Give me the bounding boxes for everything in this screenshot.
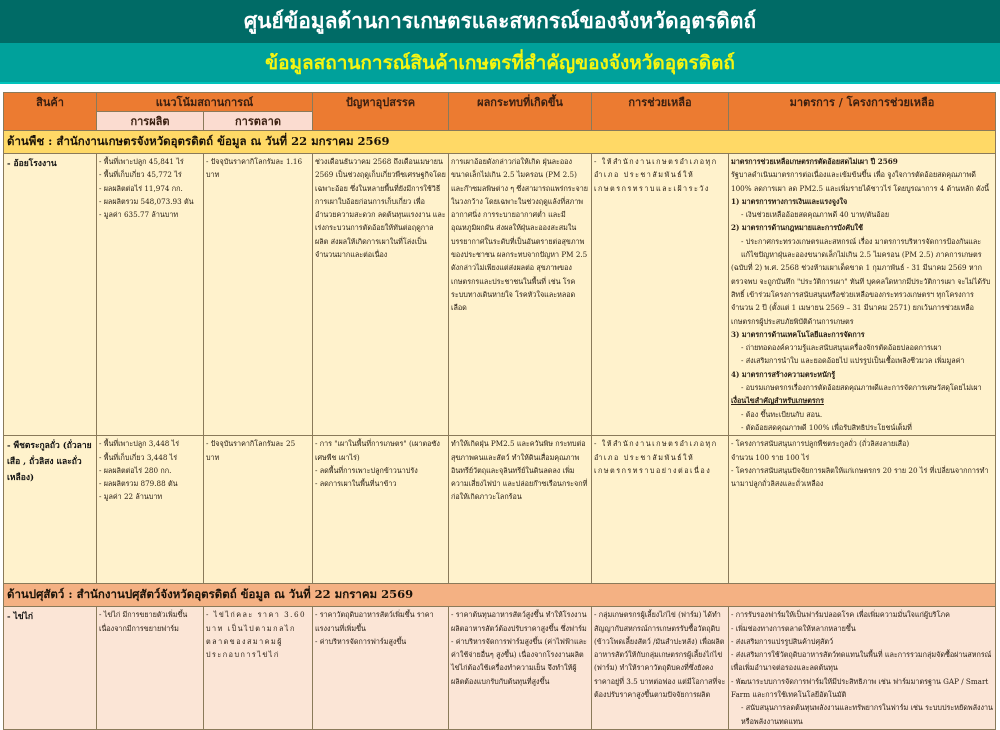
impact-line: - ค่าบริหารจัดการฟาร์มสูงขึ้น (ค่าไฟฟ้าและค่าใช้จ่ายอื่นๆ สูงขึ้น) เนื่องจากโรงงานผลิตไข่ไก่ต้องใช้เครื่องทำความเย็น จึงทำให้ผู้ผลิตต้องแบกรับกับต้นทุนที่สูงขึ้น <box>451 636 587 686</box>
production-line: - ผลผลิตรวม 548,073.93 ตัน <box>99 196 194 206</box>
measure-line: - เงินช่วยเหลืออ้อยสดคุณภาพดี 40 บาท/ตันอ้อย <box>741 210 890 220</box>
production-trend <box>97 607 204 730</box>
site-title-banner: ศูนย์ข้อมูลด้านการเกษตรและสหกรณ์ของจังหวัดอุตรดิตถ์ <box>0 0 1000 43</box>
marketing-trend <box>204 436 313 584</box>
measure-line: - พัฒนาระบบการจัดการฟาร์มให้มีประสิทธิภาพ เช่น ฟาร์มมาตรฐาน GAP / Smart Farm และการใช้เทคโนโลยีอัตโนมัติ <box>731 676 989 700</box>
product-name: - พืชตระกูลถั่ว (ถั่วลายเสือ , ถั่วลิสง และถั่วเหลือง) <box>4 436 97 584</box>
col-header-problems: ปัญหาอุปสรรค <box>313 93 449 131</box>
impact-cell <box>449 607 592 730</box>
table-row-legumes <box>4 436 996 584</box>
measure-line: - ส่งเสริมการใช้วัตถุดิบอาหารสัตว์ทดแทนในพื้นที่ และการรวมกลุ่มจัดซื้อผ่านสหกรณ์ เพื่อเพิ่มอำนาจต่อรองและลดต้นทุน <box>731 650 992 673</box>
problem-line: - ค่าบริหารจัดการฟาร์มสูงขึ้น <box>315 636 407 646</box>
col-header-product: สินค้า <box>4 93 97 131</box>
problems-cell <box>313 436 449 584</box>
agri-situation-table <box>3 92 996 730</box>
production-line: - ผลผลิตต่อไร่ 11,974 กก. <box>99 183 183 193</box>
measure-line: จำนวน 100 ราย 100 ไร่ <box>731 452 810 462</box>
impact-cell: การเผาอ้อยดังกล่าวก่อให้เกิด ฝุ่นละอองขนาดเล็กไม่เกิน 2.5 ไมครอน (PM 2.5) และก๊าซมลพิษต่าง ๆ ซึ่งสามารถแพร่กระจายในวงกว้าง โดยเฉพาะในช่วงฤดูแล้งที่สภาพอากาศนิ่ง การระบายอากาศต่ำ และมีอุณหภูมิผกผัน ส่งผลให้ฝุ่นละอองสะสมในบรรยากาศในระดับที่เป็นอันตรายต่อสุขภาพของประชาชน ผลกระทบจากปัญหา PM 2.5 ดังกล่าวไม่เพียงแต่ส่งผลต่อ สุขภาพของเกษตรกรและประชาชนในพื้นที่ เช่น โรคระบบทางเดินหายใจ โรคหัวใจและหลอดเลือด <box>449 154 592 436</box>
measure-line: - โครงการสนับสนุนปัจจัยการผลิตให้แก่เกษตรกร 20 ราย 20 ไร่ ที่เปลี่ยนจากการทำนามาปลูกถั่วลิสงและถั่วเหลือง <box>731 465 989 489</box>
page-subtitle-banner: ข้อมูลสถานการณ์สินค้าเกษตรที่สำคัญของจังหวัดอุตรดิตถ์ <box>0 43 1000 84</box>
production-line: - ผลผลิตต่อไร่ 280 กก. <box>99 465 172 475</box>
production-line: - ผลผลิตรวม 879.88 ตัน <box>99 479 178 489</box>
measure-line: มาตรการช่วยเหลือเกษตรกรตัดอ้อยสดไม่เผา ปี 2569 <box>731 157 898 166</box>
problem-line: - ลดพื้นที่การเพาะปลูกข้าวนาปรัง <box>315 465 418 475</box>
impact-cell: ทำให้เกิดฝุ่น PM2.5 และควันพิษ กระทบต่อสุขภาพคนและสัตว์ ทำให้ดินเสื่อมคุณภาพ อินทรีย์วัตถุและจุลินทรีย์ในดินลดลง เพิ่มความเสี่ยงไฟป่า และปล่อยก๊าซเรือนกระจกที่ก่อให้เกิดภาวะโลกร้อน <box>449 436 592 584</box>
impact-line: - ราคาต้นทุนอาหารสัตว์สูงขึ้น ทำให้โรงงานผลิตอาหารสัตว์ต้องปรับราคาสูงขึ้น ซึ่งฟาร์ม <box>451 610 587 633</box>
measure-line: (ฉบับที่ 2) พ.ศ. 2568 ช่วงห้ามเผาเด็ดขาด 1 กุมภาพันธ์ - 31 มีนาคม 2569 หากตรวจพบ จะถูกบันทึก "ประวัติการเผา" ทันที บุคคลใดหากมีประวัติการเผา จะไม่ได้รับสิทธิ์ เข้าร่วมโครงการสนับสนุนหรือช่วยเหลือของกระทรวงเกษตรฯ ทุกโครงการ จำนวน 2 ปี (ตั้งแต่ 1 เมษายน 2569 – 31 มีนาคม 2571) ยกเว้นการช่วยเหลือเกษตรกรผู้ประสบภัยพิบัติด้านการเกษตร <box>731 263 991 326</box>
assistance-cell: - กลุ่มเกษตรกรผู้เลี้ยงไก่ไข่ (ฟาร์ม) ได้ทำสัญญากับสหกรณ์การเกษตรรับซื้อวัตถุดิบ (ข้าวโพดเลี้ยงสัตว์ /มันสำปะหลัง) เพื่อผลิตอาหารสัตว์ให้กับกลุ่มเกษตรกรผู้เลี้ยงไก่ไข่ (ฟาร์ม) ทำให้ราคาวัตถุดิบคงที่ซึ่งยังคงราคาอยู่ที่ 3.5 บาทต่อฟอง แต่มีโอกาสที่จะต้องปรับราคาสูงขึ้นตามปัจจัยการผลิต <box>592 607 729 730</box>
marketing-trend <box>204 154 313 436</box>
measure-line: - ส่งเสริมการนำใบ และยอดอ้อยไป แปรรูปเป็นเชื้อเพลิงชีวมวล เพิ่มมูลค่า <box>741 356 965 366</box>
measures-cell <box>729 436 996 584</box>
problem-line: - ลดการเผาในพื้นที่นาข้าว <box>315 479 397 489</box>
measures-cell <box>729 607 996 730</box>
measure-line: - การรับรองฟาร์มให้เป็นฟาร์มปลอดโรค เพื่อเพิ่มความมั่นใจแก่ผู้บริโภค <box>731 610 950 620</box>
problem-line: - ราคาวัตถุดิบอาหารสัตว์เพิ่มขึ้น ราคาแรงงานที่เพิ่มขึ้น <box>315 610 434 633</box>
section-header-plants: ด้านพืช : สำนักงานเกษตรจังหวัดอุตรดิตถ์ ข้อมูล ณ วันที่ 22 มกราคม 2569 <box>4 131 996 154</box>
production-trend <box>97 436 204 584</box>
marketing-line: - ไข่ไก่คละ ราคา 3.60 บาท เป็นไปตามกลไกตลาดของสมาคมผู้ประกอบการไข่ไก่ <box>206 610 307 660</box>
measure-line: รัฐบาลดำเนินมาตรการต่อเนื่องและเข้มข้นขึ้น เพื่อ จูงใจการตัดอ้อยสดคุณภาพดี 100% ลดการเผา ลด PM2.5 และเพิ่มรายได้ชาวไร่ โดยบูรณาการ 4 ด้านหลัก ดังนี้ <box>731 170 990 193</box>
product-name: - ไข่ไก่ <box>4 607 97 730</box>
assistance-cell: - ให้สำนักงานเกษตรอำเภอทุกอำเภอ ประชาสัมพันธ์ให้เกษตรกรทราบและเฝ้าระวัง <box>592 154 729 436</box>
col-header-impact: ผลกระทบที่เกิดขึ้น <box>449 93 592 131</box>
measures-cell <box>729 154 996 436</box>
measure-line: 2) มาตรการด้านกฎหมายและการบังคับใช้ <box>731 223 863 233</box>
measure-line: - ถ่ายทอดองค์ความรู้และสนับสนุนเครื่องจักรตัดอ้อยปลอดการเผา <box>741 343 942 353</box>
marketing-line: - ปัจจุบันราคากิโลกรัมละ 1.16 บาท <box>206 157 303 180</box>
production-line: - พื้นที่เพาะปลูก 3,448 ไร่ <box>99 439 180 449</box>
production-line: - พื้นที่เก็บเกี่ยว 45,772 ไร่ <box>99 170 182 180</box>
measure-line: - อบรมเกษตรกรเรื่องการตัดอ้อยสดคุณภาพดีและการจัดการเศษวัสดุโดยไม่เผา <box>741 383 982 393</box>
problems-cell: ช่วงเดือนธันวาคม 2568 ถึงเดือนเมษายน 2569 เป็นช่วงฤดูเก็บเกี่ยวพืชเศรษฐกิจโดยเฉพาะอ้อย ซึ่งในหลายพื้นที่ยังมีการใช้วิธีการเผาใบอ้อยก่อนการเก็บเกี่ยว เพื่ออำนวยความสะดวก ลดต้นทุนแรงงาน และเร่งกระบวนการตัดอ้อยให้ทันต่อฤดูกาลผลิต ส่งผลให้เกิดการเผาในที่โล่งเป็นจำนวนมากและต่อเนื่อง <box>313 154 449 436</box>
col-header-trend: แนวโน้มสถานการณ์ <box>97 93 313 112</box>
measure-line: - ประกาศกระทรวงเกษตรและสหกรณ์ เรื่อง มาตรการบริหารจัดการป้องกันและแก้ไขปัญหาฝุ่นละอองขนาดเล็กไม่เกิน 2.5 ไมครอน (PM 2.5) ภาคการเกษตร <box>741 236 982 260</box>
problems-cell <box>313 607 449 730</box>
measure-line: - ส่งเสริมการแปรรูปสินค้าปศุสัตว์ <box>731 636 834 646</box>
section-header-livestock: ด้านปศุสัตว์ : สำนักงานปศุสัตว์จังหวัดอุตรดิตถ์ ข้อมูล ณ วันที่ 22 มกราคม 2569 <box>4 584 996 607</box>
assistance-cell: - ให้สำนักงานเกษตรอำเภอทุกอำเภอ ประชาสัมพันธ์ให้เกษตรกรทราบอย่างต่อเนื่อง <box>592 436 729 584</box>
measure-line: 1) มาตรการทางการเงินและแรงจูงใจ <box>731 196 848 206</box>
col-subheader-production: การผลิต <box>97 112 204 131</box>
col-subheader-marketing: การตลาด <box>204 112 313 131</box>
table-row-eggs <box>4 607 996 730</box>
production-line: - ไข่ไก่ มีการขยายตัวเพิ่มขึ้น เนื่องจากมีการขยายฟาร์ม <box>99 610 188 633</box>
col-header-measures: มาตรการ / โครงการช่วยเหลือ <box>729 93 996 131</box>
measure-line: - สนับสนุนการลดต้นทุนพลังงานและทรัพยากรในฟาร์ม เช่น ระบบประหยัดพลังงานหรือพลังงานทดแทน <box>741 703 993 726</box>
problem-line: - การ "เผาในพื้นที่การเกษตร" (เผาตอซังเศษพืช เผาไร่) <box>315 439 440 462</box>
measure-line: - เพิ่มช่องทางการตลาดให้หลากหลายขึ้น <box>731 623 856 633</box>
measure-line: เงื่อนไขสำคัญสำหรับเกษตรกร <box>731 396 824 406</box>
production-line: - มูลค่า 635.77 ล้านบาท <box>99 210 179 220</box>
marketing-line: - ปัจจุบันราคากิโลกรัมละ 25 บาท <box>206 439 296 462</box>
production-line: - มูลค่า 22 ล้านบาท <box>99 492 163 502</box>
measure-line: - ต้อง ขึ้นทะเบียนกับ สอน. <box>741 409 823 419</box>
measure-line: 3) มาตรการด้านเทคโนโลยีและการจัดการ <box>731 329 865 339</box>
production-line: - พื้นที่เก็บเกี่ยว 3,448 ไร่ <box>99 452 178 462</box>
marketing-trend <box>204 607 313 730</box>
production-trend <box>97 154 204 436</box>
measure-line: - ตัดอ้อยสดคุณภาพดี 100% เพื่อรับสิทธิประโยชน์เต็มที่ <box>741 422 912 432</box>
col-header-assistance: การช่วยเหลือ <box>592 93 729 131</box>
table-row-sugarcane <box>4 154 996 436</box>
product-name: - อ้อยโรงงาน <box>4 154 97 436</box>
measure-line: 4) มาตรการสร้างความตระหนักรู้ <box>731 369 836 379</box>
measure-line: - โครงการสนับสนุนการปลูกพืชตระกูลถั่ว (ถั่วลิสงลายเสือ) <box>731 439 910 449</box>
production-line: - พื้นที่เพาะปลูก 45,841 ไร่ <box>99 157 184 166</box>
